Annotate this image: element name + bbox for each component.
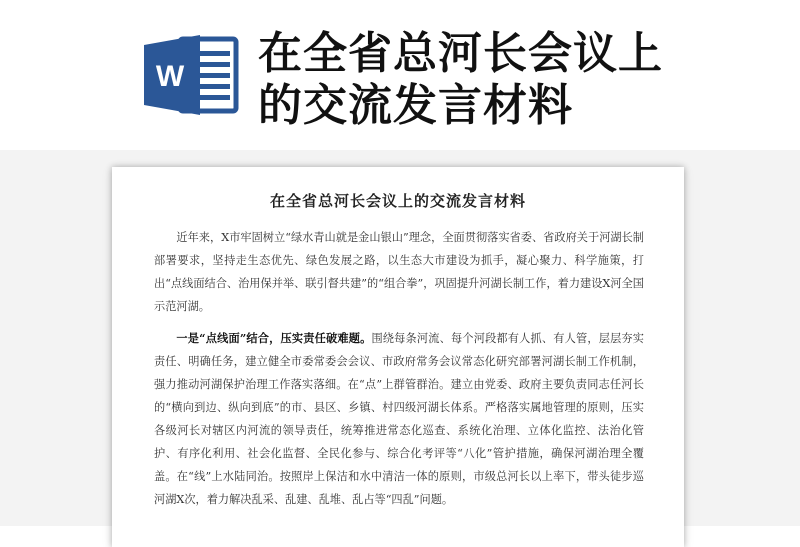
paragraph-text: 围绕每条河流、每个河段都有人抓、有人管，层层夯实责任、明确任务，建立健全市委常委会会议、市政府常务会议常态化研究部署河湖长制工作机制，强力推动河湖保护治理工作落实落细。在“点”上群管群治。建立由党委、政府主要负责同志任河长的“横向到边、纵向到底”的市、县区、乡镇、村四级河湖长体系。严格落实属地管理的原则，压实各级河长对辖区内河流的领导责任，统筹推进常态化巡查、系统化治理、立体化监控、法治化管护、有序化利用、社会化监督、全民化参与、综合化考评等“八化”管护措施，确保河湖治理全覆盖。在“线”上水陆同治。按照岸上保洁和水中清洁一体的原则，市级总河长以上率下，带头徒步巡河湖X次，着力解决乱采、乱建、乱堆、乱占等“四乱”问题。 xyxy=(154,332,644,506)
banner-title-line-2: 的交流发言材料 xyxy=(258,80,573,131)
paragraph-lead: 一是“点线面”结合，压实责任破难题。 xyxy=(176,331,372,345)
banner-title xyxy=(258,28,758,132)
banner xyxy=(0,0,800,160)
paragraph: 近年来，X市牢固树立“绿水青山就是金山银山”理念，全面贯彻落实省委、省政府关于河湖长制部署要求，坚持走生态优先、绿色发展之路，以生态大市建设为抓手，凝心聚力、科学施策，打出“点线面结合、治用保并举、联引督共建”的“组合拳”，巩固提升河湖长制工作，着力建设X河全国示范河湖。 xyxy=(154,231,644,313)
paragraph xyxy=(154,327,644,511)
document-body xyxy=(154,226,644,520)
document-page xyxy=(112,167,684,547)
word-icon xyxy=(140,33,240,117)
svg-text:W: W xyxy=(155,60,185,93)
document-title: 在全省总河长会议上的交流发言材料 xyxy=(269,192,526,210)
banner-title-line-1: 在全省总河长会议上 xyxy=(258,28,663,79)
